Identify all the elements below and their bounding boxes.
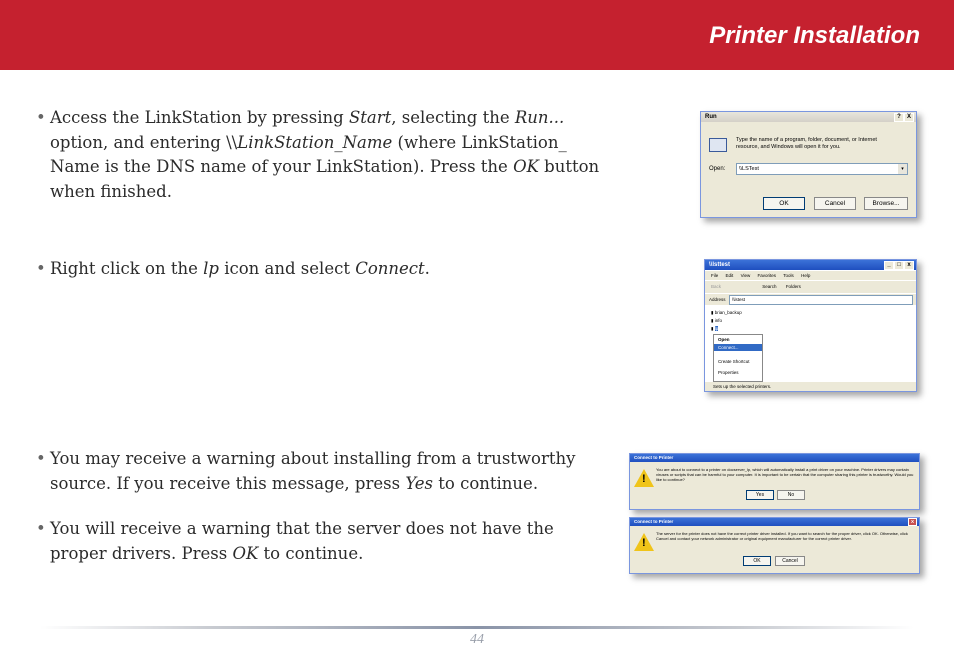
menu-tools[interactable]: Tools [783, 273, 794, 278]
explorer-screenshot [704, 259, 917, 392]
page-header [0, 0, 954, 70]
step-emphasis: lp [203, 259, 219, 278]
step-segment: icon and select [218, 259, 356, 278]
menu-view[interactable]: View [740, 273, 751, 278]
menu-edit[interactable]: Edit [725, 273, 734, 278]
dialog-title: Connect to Printer [634, 455, 674, 460]
close-button[interactable]: X [908, 518, 917, 526]
step-emphasis: Connect [355, 259, 425, 278]
menu-favorites[interactable]: Favorites [757, 273, 777, 278]
address-input[interactable] [729, 295, 913, 305]
address-bar [705, 294, 916, 305]
step-emphasis: OK [232, 543, 259, 563]
browse-button[interactable]: Browse... [864, 197, 908, 210]
step-text [36, 447, 626, 496]
dialog-titlebar [630, 454, 919, 462]
warning-icon [634, 469, 654, 487]
toolbar [705, 281, 916, 293]
warning-icon [634, 533, 654, 551]
ok-button[interactable]: OK [743, 556, 771, 566]
item-label: info [714, 318, 722, 323]
item-lp[interactable]: ▮ lp [711, 326, 719, 331]
run-dialog-screenshot [700, 111, 917, 218]
open-input[interactable] [736, 163, 908, 175]
maximize-icon[interactable]: □ [894, 261, 904, 270]
page-title: Printer Installation [709, 22, 920, 49]
step-warning-trust [36, 447, 626, 496]
bullet: • [36, 108, 46, 127]
connect-dialog-drivers-screenshot [629, 517, 920, 574]
context-menu [713, 334, 763, 382]
no-button[interactable]: No [777, 490, 805, 500]
address-label: Address [709, 297, 726, 302]
menu-file[interactable]: File [711, 273, 719, 278]
step-run [36, 106, 616, 204]
item-label: lp [714, 326, 719, 331]
step-segment: option, and entering \\ [50, 132, 238, 152]
close-icon[interactable]: x [904, 261, 914, 270]
step-segment: Access the LinkStation by pressing [50, 108, 349, 127]
step-connect [36, 257, 636, 282]
step-emphasis: LinkStation_Name [237, 132, 393, 152]
item-brian-backup[interactable]: ▮ brian_backup [711, 310, 742, 315]
status-text: Sets up the selected printers. [713, 384, 772, 389]
step-segment: You may receive a warning about installing from a trustworthy source. If you receive this message, press [50, 449, 576, 493]
step-segment: Right click on the [50, 259, 204, 278]
context-connect[interactable]: Connect... [714, 344, 762, 351]
step-emphasis: Yes [405, 473, 434, 493]
page-number: 44 [470, 632, 484, 647]
menu-bar [705, 271, 916, 280]
step-emphasis: Run... [514, 108, 565, 127]
address-value: \\lstest [732, 297, 746, 302]
cancel-button[interactable]: Cancel [814, 197, 856, 210]
item-info[interactable]: ▮ info [711, 318, 722, 323]
dialog-title: Connect to Printer [634, 519, 674, 524]
item-label: brian_backup [714, 310, 742, 315]
folders-button[interactable]: Folders [785, 284, 801, 289]
minimize-icon[interactable]: _ [884, 261, 894, 270]
step-text [36, 106, 616, 204]
step-text [36, 517, 556, 566]
open-input-value: \\LSTest [739, 166, 759, 172]
dialog-titlebar [630, 518, 919, 526]
step-emphasis: Start [348, 108, 392, 127]
run-icon [709, 138, 727, 152]
bullet: • [36, 449, 46, 468]
open-label: Open: [709, 166, 726, 172]
explorer-titlebar [705, 260, 916, 270]
step-segment: to continue. [433, 473, 539, 493]
step-segment: (where LinkStation_ Name is the DNS name of your LinkStation). Press the [50, 132, 567, 176]
dialog-message: The server for the printer does not have the correct printer driver installed. If you want to search for the proper driver, click OK. Otherwise, click Cancel and contact your network administrator or original equipment manufacturer for the correct printer driver. [656, 531, 908, 541]
run-description: Type the name of a program, folder, document, or Internet resource, and Windows will open it for you. [736, 137, 877, 150]
window-title: \\lsttest [709, 262, 731, 268]
yes-button[interactable]: Yes [746, 490, 774, 500]
search-button[interactable]: Search [762, 284, 777, 289]
ok-button[interactable]: OK [763, 197, 805, 210]
context-create-shortcut[interactable]: Create Shortcut [718, 359, 750, 364]
step-segment: . [424, 259, 430, 278]
context-open[interactable]: Open [718, 337, 730, 342]
step-text [36, 257, 636, 282]
menu-help[interactable]: Help [801, 273, 811, 278]
close-button[interactable]: X [904, 113, 914, 122]
bullet: • [36, 519, 46, 538]
dialog-message: You are about to connect to a printer on docserver_lp, which will automatically install a print driver on your machine. Printer drivers may contain viruses or scripts that can be harmful to your computer. It is important to be certain that the computer sharing this printer is trustworthy. Would you like to continue? [656, 467, 914, 482]
step-segment: , selecting the [391, 108, 515, 127]
cancel-button[interactable]: Cancel [775, 556, 805, 566]
step-emphasis: OK [513, 157, 539, 176]
help-button[interactable]: ? [894, 113, 904, 122]
step-warning-drivers [36, 517, 556, 566]
step-segment: button when finished. [50, 157, 600, 201]
status-bar [705, 382, 916, 391]
context-properties[interactable]: Properties [718, 370, 739, 375]
bullet: • [36, 259, 46, 278]
footer-divider [40, 626, 914, 629]
back-button[interactable]: Back [711, 284, 722, 289]
step-segment: You will receive a warning that the server does not have the proper drivers. Press [50, 519, 554, 563]
step-segment: to continue. [258, 543, 364, 563]
chevron-down-icon[interactable]: ▾ [898, 164, 907, 174]
dialog-title: Run [705, 114, 717, 120]
connect-dialog-trust-screenshot [629, 453, 920, 510]
